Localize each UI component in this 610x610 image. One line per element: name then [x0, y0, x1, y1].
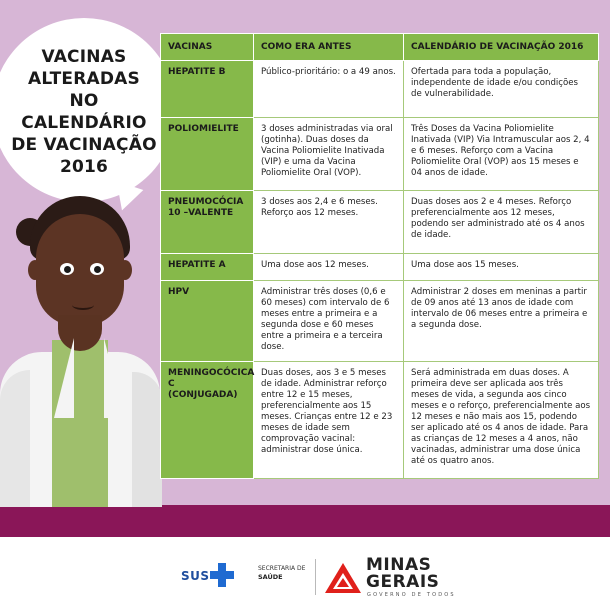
secretaria-saude-logo [258, 565, 318, 581]
after-cell: Administrar 2 doses em meninas a partir de 09 anos até 13 anos de idade com intervalo de 06 meses entre a primeira e a segunda dose. [404, 281, 599, 362]
before-cell: Público-prioritário: o a 49 anos. [254, 61, 404, 118]
vaccine-name: POLIOMIELITE [161, 118, 254, 191]
header-vacinas: VACINAS [161, 34, 254, 61]
header-como-era-antes: COMO ERA ANTES [254, 34, 404, 61]
before-cell: 3 doses aos 2,4 e 6 meses. Reforço aos 12 meses. [254, 191, 404, 254]
table-row [161, 61, 599, 118]
minas-gerais-wordmark [366, 557, 439, 591]
lapel-left [34, 338, 74, 418]
title-line: NO CALENDÁRIO [21, 91, 147, 133]
vaccine-name: HEPATITE B [161, 61, 254, 118]
table-row [161, 191, 599, 254]
lapel-right [104, 338, 144, 418]
vaccine-name: HPV [161, 281, 254, 362]
vaccine-name: HEPATITE A [161, 254, 254, 281]
title-line: 2016 [59, 157, 109, 177]
mg-line1: MINAS [366, 555, 432, 575]
mg-line2: GERAIS [366, 572, 440, 592]
after-cell: Ofertada para toda a população, independente de idade e/ou condições de vulnerabilidade. [404, 61, 599, 118]
title-line: DE VACINAÇÃO [11, 135, 157, 155]
title-line: VACINAS [41, 47, 127, 67]
header-calendario-2016: CALENDÁRIO DE VACINAÇÃO 2016 [404, 34, 599, 61]
table-header-row [161, 34, 599, 61]
after-cell: Será administrada em duas doses. A primeira deve ser aplicada aos três meses de vida, a segunda aos cinco meses e o reforço, preferencialmente aos 12 meses e não mais aos 15, podendo ser aplicado até os 4 anos de idade. Para as crianças de 12 meses a 4 anos, não vacinadas, administrar uma dose única até os quatro anos. [404, 362, 599, 479]
table-row [161, 118, 599, 191]
vaccine-table [160, 33, 599, 479]
poster-title [6, 46, 162, 178]
bottom-stripe [0, 505, 610, 537]
after-cell: Duas doses aos 2 e 4 meses. Reforço preferencialmente aos 12 meses, podendo ser administrado até os 4 anos de idade. [404, 191, 599, 254]
secretaria-line2: SAÚDE [258, 573, 283, 581]
lab-coat-shade-left [0, 370, 30, 507]
table-row [161, 281, 599, 362]
sus-cross-icon [210, 563, 234, 587]
before-cell: Uma dose aos 12 meses. [254, 254, 404, 281]
before-cell: Duas doses, aos 3 e 5 meses de idade. Administrar reforço entre 12 e 15 meses, preferencialmente aos 15 meses. Crianças entre 12 e 23 meses de idade sem comprovação vacinal: administrar dose única. [254, 362, 404, 479]
sus-logo-text: SUS [181, 569, 210, 583]
before-cell: 3 doses administradas via oral (gotinha). Duas doses da Vacina Poliomielite Inativada (VIP) e uma da Vacina Poliomielite Oral (VOP). [254, 118, 404, 191]
title-line: ALTERADAS [28, 69, 140, 89]
vaccine-name: MENINGOCÓCICA C (CONJUGADA) [161, 362, 254, 479]
minas-gerais-triangle-icon [323, 561, 363, 595]
footer-divider [315, 559, 316, 595]
governo-de-todos: GOVERNO DE TODOS [367, 592, 456, 598]
eye-right [90, 263, 104, 275]
after-cell: Uma dose aos 15 meses. [404, 254, 599, 281]
secretaria-line1: SECRETARIA DE [258, 565, 306, 572]
before-cell: Administrar três doses (0,6 e 60 meses) com intervalo de 6 meses entre a primeira e a segunda dose e 60 meses entre a primeira e a terceira dose. [254, 281, 404, 362]
eye-left [60, 263, 74, 275]
table-row [161, 254, 599, 281]
after-cell: Três Doses da Vacina Poliomielite Inativada (VIP) Via Intramuscular aos 2, 4 e 6 meses. Reforço com a Vacina Poliomielite Oral (VOP) aos 15 meses e 04 anos de idade. [404, 118, 599, 191]
mouth [72, 300, 94, 310]
vaccine-name: PNEUMOCÓCIA 10 –VALENTE [161, 191, 254, 254]
table-row [161, 362, 599, 479]
